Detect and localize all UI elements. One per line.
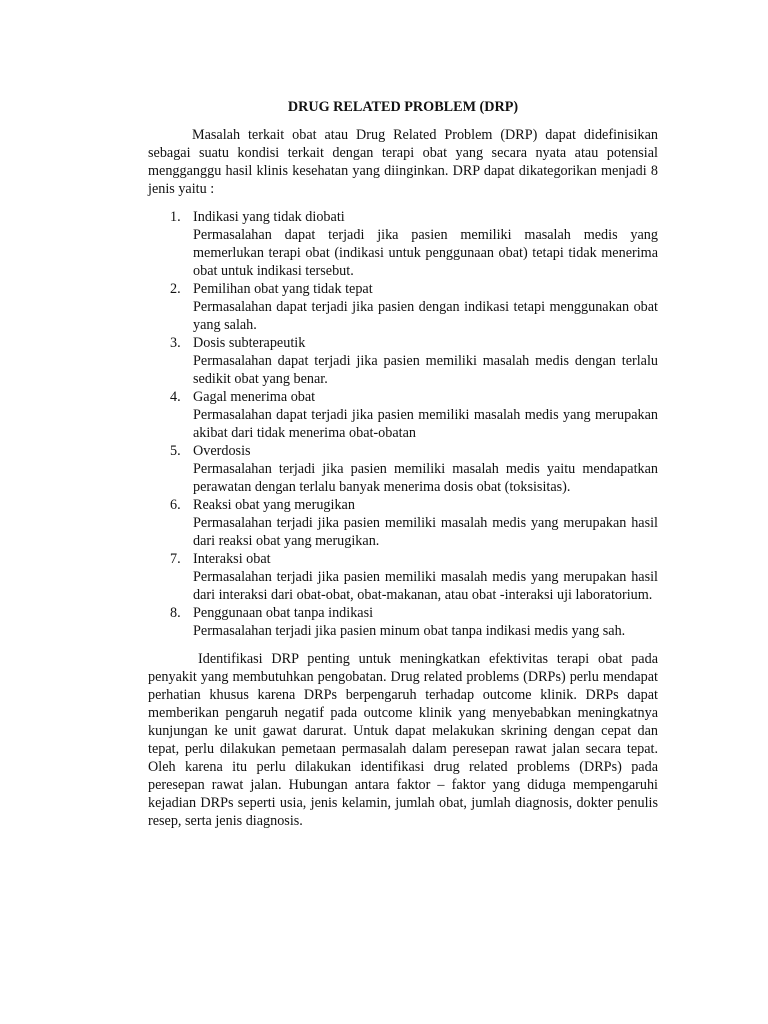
- intro-paragraph: Masalah terkait obat atau Drug Related Problem (DRP) dapat didefinisikan sebagai suatu kondisi terkait dengan terapi obat yang secara nyata atau potensial mengganggu hasil klinis kesehatan yang diinginkan. DRP dapat dikategorikan menjadi 8 jenis yaitu :: [148, 127, 658, 197]
- list-item-description: Permasalahan terjadi jika pasien memiliki masalah medis yaitu mendapatkan perawatan dengan terlalu banyak menerima dosis obat (toksisitas).: [193, 461, 658, 495]
- list-item-number: 1.: [170, 209, 181, 225]
- list-item-number: 3.: [170, 335, 181, 351]
- closing-paragraph: Identifikasi DRP penting untuk meningkatkan efektivitas terapi obat pada penyakit yang membutuhkan pengobatan. Drug related problems (DRPs) perlu mendapat perhatian khusus karena DRPs berpengaruh terhadap outcome klinik. DRPs dapat memberikan pengaruh negatif pada outcome klinik yang menyebabkan meningkatnya kunjungan ke unit gawat darurat. Untuk dapat melakukan skrining dengan cepat dan tepat, perlu dilakukan pemetaan permasalah dalam peresepan rawat jalan secara tepat. Oleh karena itu perlu dilakukan identifikasi drug related problems (DRPs) pada peresepan rawat jalan. Hubungan antara faktor – faktor yang diduga mempengaruhi kejadian DRPs seperti usia, jenis kelamin, jumlah obat, jumlah diagnosis, dokter penulis resep, serta jenis diagnosis.: [148, 651, 658, 829]
- list-item-number: 8.: [170, 605, 181, 621]
- document-page: [148, 98, 658, 830]
- list-item-number: 5.: [170, 443, 181, 459]
- list-item-description: Permasalahan terjadi jika pasien minum obat tanpa indikasi medis yang sah.: [193, 623, 626, 639]
- list-item-title: Gagal menerima obat: [193, 389, 316, 405]
- list-item: [148, 496, 658, 550]
- list-item-description: Permasalahan terjadi jika pasien memiliki masalah medis yang merupakan hasil dari reaksi obat yang merugikan.: [193, 515, 658, 549]
- list-item: [148, 604, 658, 640]
- list-item-title: Reaksi obat yang merugikan: [193, 497, 355, 513]
- list-item-title: Pemilihan obat yang tidak tepat: [193, 281, 373, 297]
- drp-category-list: [148, 208, 658, 640]
- list-item-number: 6.: [170, 497, 181, 513]
- list-item-number: 4.: [170, 389, 181, 405]
- list-item-description: Permasalahan dapat terjadi jika pasien memiliki masalah medis yang memerlukan terapi obat (indikasi untuk penggunaan obat) tetapi tidak menerima obat untuk indikasi tersebut.: [193, 227, 658, 279]
- list-item: [148, 388, 658, 442]
- list-item-title: Dosis subterapeutik: [193, 335, 306, 351]
- list-item: [148, 208, 658, 280]
- list-item-description: Permasalahan dapat terjadi jika pasien dengan indikasi tetapi menggunakan obat yang salah.: [193, 299, 658, 333]
- list-item: [148, 442, 658, 496]
- list-item-title: Penggunaan obat tanpa indikasi: [193, 605, 374, 621]
- list-item-description: Permasalahan dapat terjadi jika pasien memiliki masalah medis yang merupakan akibat dari tidak menerima obat-obatan: [193, 407, 658, 441]
- list-item: [148, 550, 658, 604]
- list-item-title: Interaksi obat: [193, 551, 271, 567]
- list-item-number: 2.: [170, 281, 181, 297]
- list-item-title: Overdosis: [193, 443, 251, 459]
- list-item-description: Permasalahan terjadi jika pasien memiliki masalah medis yang merupakan hasil dari interaksi dari obat-obat, obat-makanan, atau obat -interaksi uji laboratorium.: [193, 569, 658, 603]
- list-item-number: 7.: [170, 551, 181, 567]
- list-item-description: Permasalahan dapat terjadi jika pasien memiliki masalah medis dengan terlalu sedikit obat yang benar.: [193, 353, 658, 387]
- list-item-title: Indikasi yang tidak diobati: [193, 209, 345, 225]
- document-title: DRUG RELATED PROBLEM (DRP): [287, 99, 519, 115]
- list-item: [148, 334, 658, 388]
- list-item: [148, 280, 658, 334]
